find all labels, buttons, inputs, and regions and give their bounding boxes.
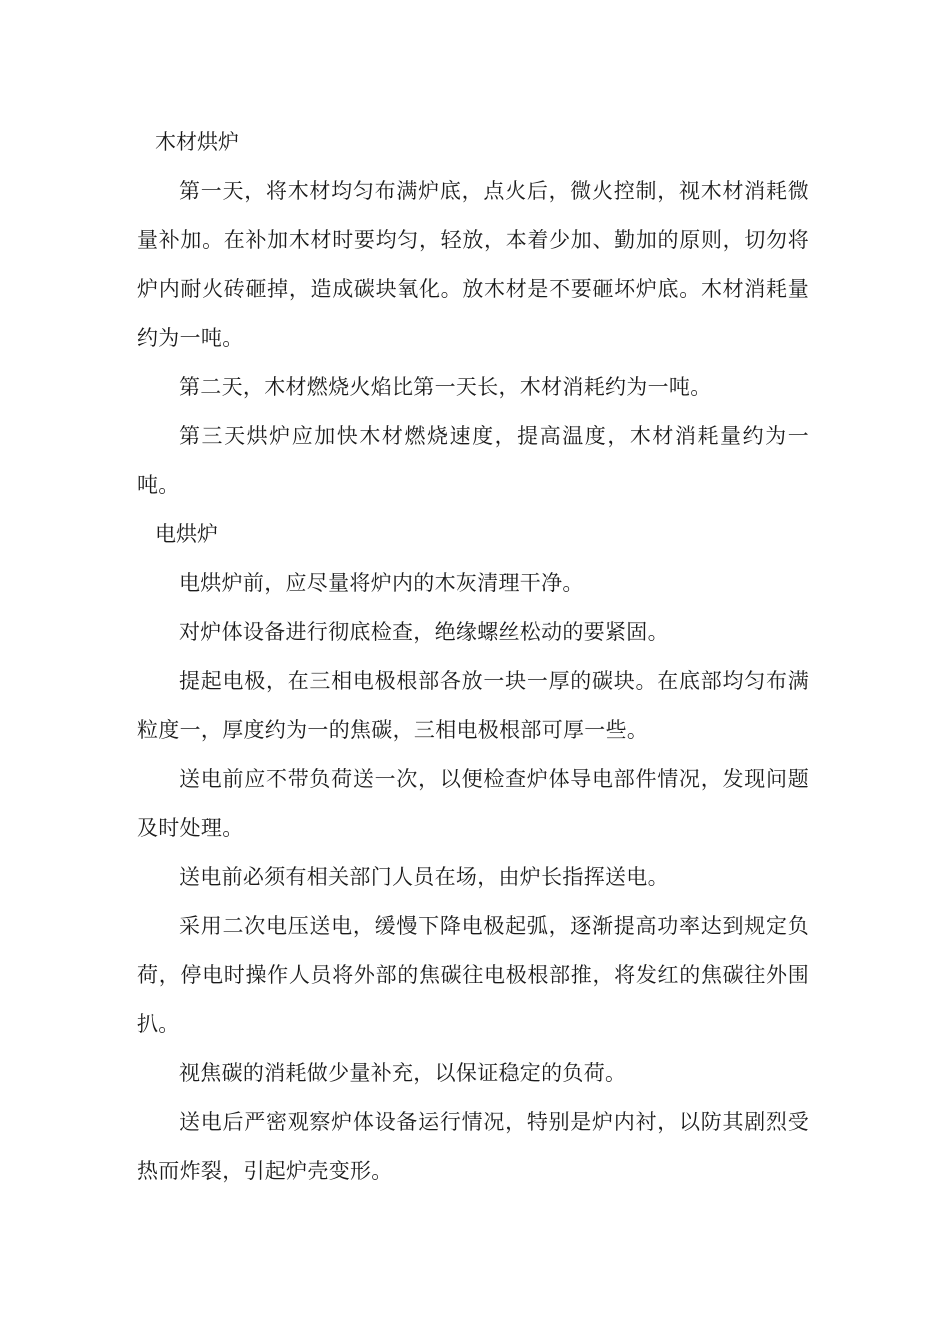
paragraph: 电烘炉前，应尽量将炉内的木灰清理干净。 bbox=[179, 571, 584, 595]
paragraph: 第三天烘炉应加快木材燃烧速度，提高温度，木材消耗量约为一吨。 bbox=[137, 424, 809, 497]
section-heading-wood-baking: 木材烘炉 bbox=[155, 130, 239, 154]
paragraph: 对炉体设备进行彻底检查，绝缘螺丝松动的要紧固。 bbox=[179, 620, 669, 644]
paragraph: 送电前必须有相关部门人员在场，由炉长指挥送电。 bbox=[179, 865, 669, 889]
paragraph: 采用二次电压送电，缓慢下降电极起弧，逐渐提高功率达到规定负荷，停电时操作人员将外部的焦碳往电极根部推，将发红的焦碳往外围扒。 bbox=[137, 914, 809, 1036]
document-body bbox=[137, 118, 809, 1196]
section-heading-electric-baking: 电烘炉 bbox=[155, 522, 218, 546]
paragraph: 提起电极，在三相电极根部各放一块一厚的碳块。在底部均匀布满粒度一，厚度约为一的焦碳，三相电极根部可厚一些。 bbox=[137, 669, 809, 742]
paragraph: 第一天，将木材均匀布满炉底，点火后，微火控制，视木材消耗微量补加。在补加木材时要均匀，轻放，本着少加、勤加的原则，切勿将炉内耐火砖砸掉，造成碳块氧化。放木材是不要砸坏炉底。木材消耗量约为一吨。 bbox=[137, 179, 809, 350]
paragraph: 送电前应不带负荷送一次，以便检查炉体导电部件情况，发现问题及时处理。 bbox=[137, 767, 809, 840]
paragraph: 第二天，木材燃烧火焰比第一天长，木材消耗约为一吨。 bbox=[179, 375, 712, 399]
paragraph: 送电后严密观察炉体设备运行情况，特别是炉内衬，以防其剧烈受热而炸裂，引起炉壳变形。 bbox=[137, 1110, 809, 1183]
paragraph: 视焦碳的消耗做少量补充，以保证稳定的负荷。 bbox=[179, 1061, 627, 1085]
